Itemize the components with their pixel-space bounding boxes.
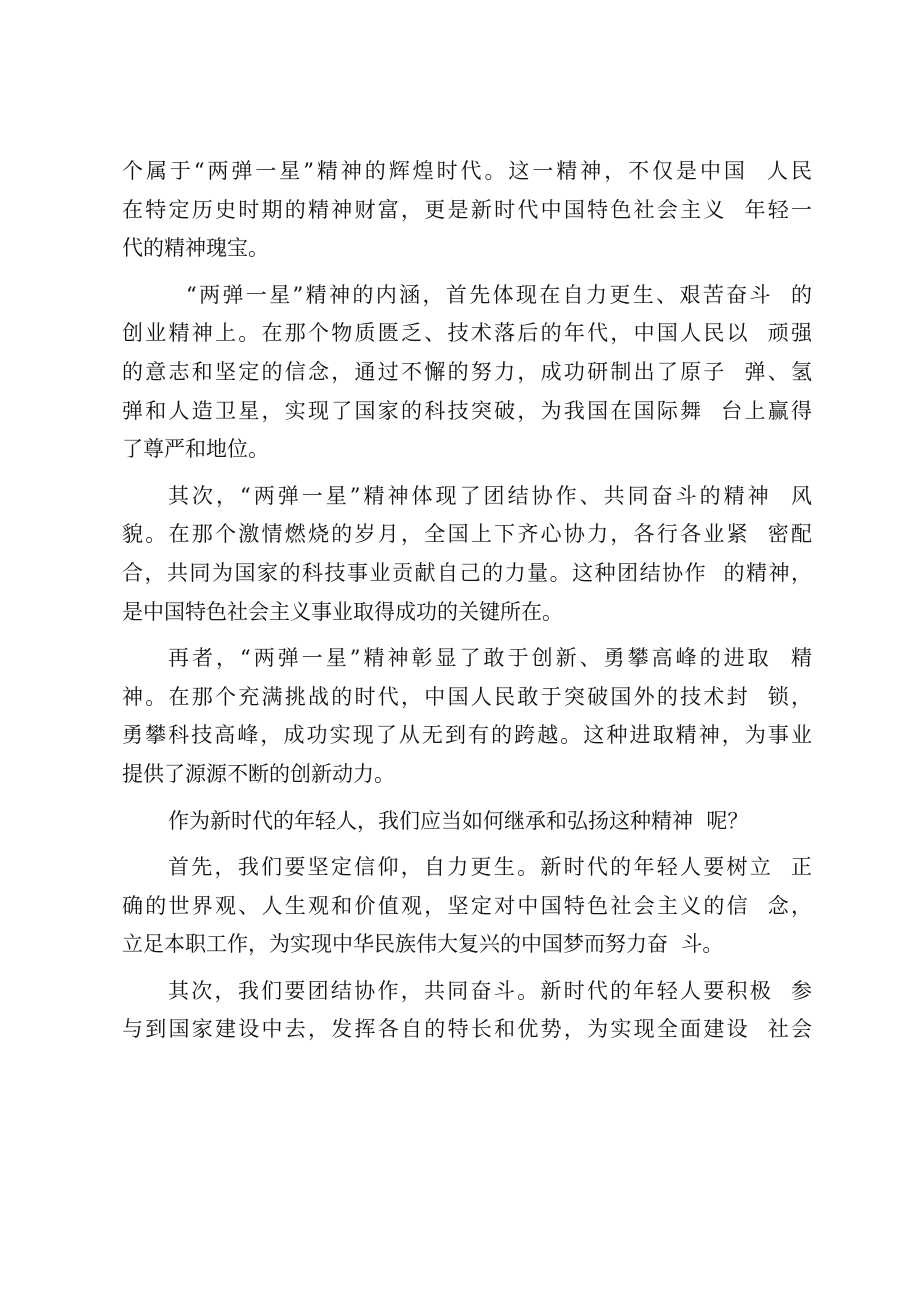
text-line: 首先，我们要坚定信仰，自力更生。新时代的年轻人要树立 正 — [168, 855, 812, 880]
paragraph-7 — [122, 972, 812, 1049]
paragraph-4 — [122, 639, 812, 793]
text-line: 其次，我们要团结协作，共同奋斗。新时代的年轻人要积极 参 — [168, 978, 812, 1003]
text-line: 与到国家建设中去，发挥各自的特长和优势，为实现全面建设 社会 — [122, 1017, 812, 1042]
paragraph-1 — [122, 152, 812, 268]
text-line: 其次，“两弹一星”精神体现了团结协作、共同奋斗的精神 风 — [168, 483, 812, 508]
text-line: 代的精神瑰宝。 — [122, 236, 269, 261]
text-line: 的意志和坚定的信念，通过不懈的努力，成功研制出了原子 弹、氢 — [122, 359, 812, 384]
text-line: 确的世界观、人生观和价值观，坚定对中国特色社会主义的信 念， — [122, 893, 812, 918]
text-line: 合，共同为国家的科技事业贡献自己的力量。这种团结协作 的精神， — [122, 560, 812, 585]
text-line: 在特定历史时期的精神财富，更是新时代中国特色社会主义 年轻一 — [122, 197, 812, 222]
text-line: 弹和人造卫星，实现了国家的科技突破，为我国在国际舞 台上赢得 — [122, 398, 812, 423]
text-line: 勇攀科技高峰，成功实现了从无到有的跨越。这种进取精神，为事业 — [122, 723, 812, 748]
paragraph-5 — [122, 802, 812, 841]
text-line: 了尊严和地位。 — [122, 437, 269, 462]
text-line: 作为新时代的年轻人，我们应当如何继承和弘扬这种精神 呢？ — [168, 808, 749, 833]
document-body — [122, 152, 812, 1049]
text-line: 提供了源源不断的创新动力。 — [122, 761, 395, 786]
text-line: 立足本职工作，为实现中华民族伟大复兴的中国梦而努力奋 斗。 — [122, 932, 724, 957]
paragraph-6 — [122, 848, 812, 964]
text-line: 再者，“两弹一星”精神彰显了敢于创新、勇攀高峰的进取 精 — [168, 646, 812, 671]
text-line: 个属于“两弹一星”精神的辉煌时代。这一精神，不仅是中国 人民 — [122, 159, 812, 183]
text-line: 神。在那个充满挑战的时代，中国人民敢于突破国外的技术封 锁， — [122, 684, 812, 709]
paragraph-2 — [122, 276, 812, 469]
text-line: 是中国特色社会主义事业取得成功的关键所在。 — [122, 599, 563, 624]
paragraph-3 — [122, 477, 812, 631]
text-line: 创业精神上。在那个物质匮乏、技术落后的年代，中国人民以 顽强 — [122, 321, 812, 346]
text-line: “两弹一星”精神的内涵，首先体现在自力更生、艰苦奋斗 的 — [186, 282, 812, 307]
text-line: 貌。在那个激情燃烧的岁月，全国上下齐心协力，各行各业紧 密配 — [122, 522, 812, 547]
